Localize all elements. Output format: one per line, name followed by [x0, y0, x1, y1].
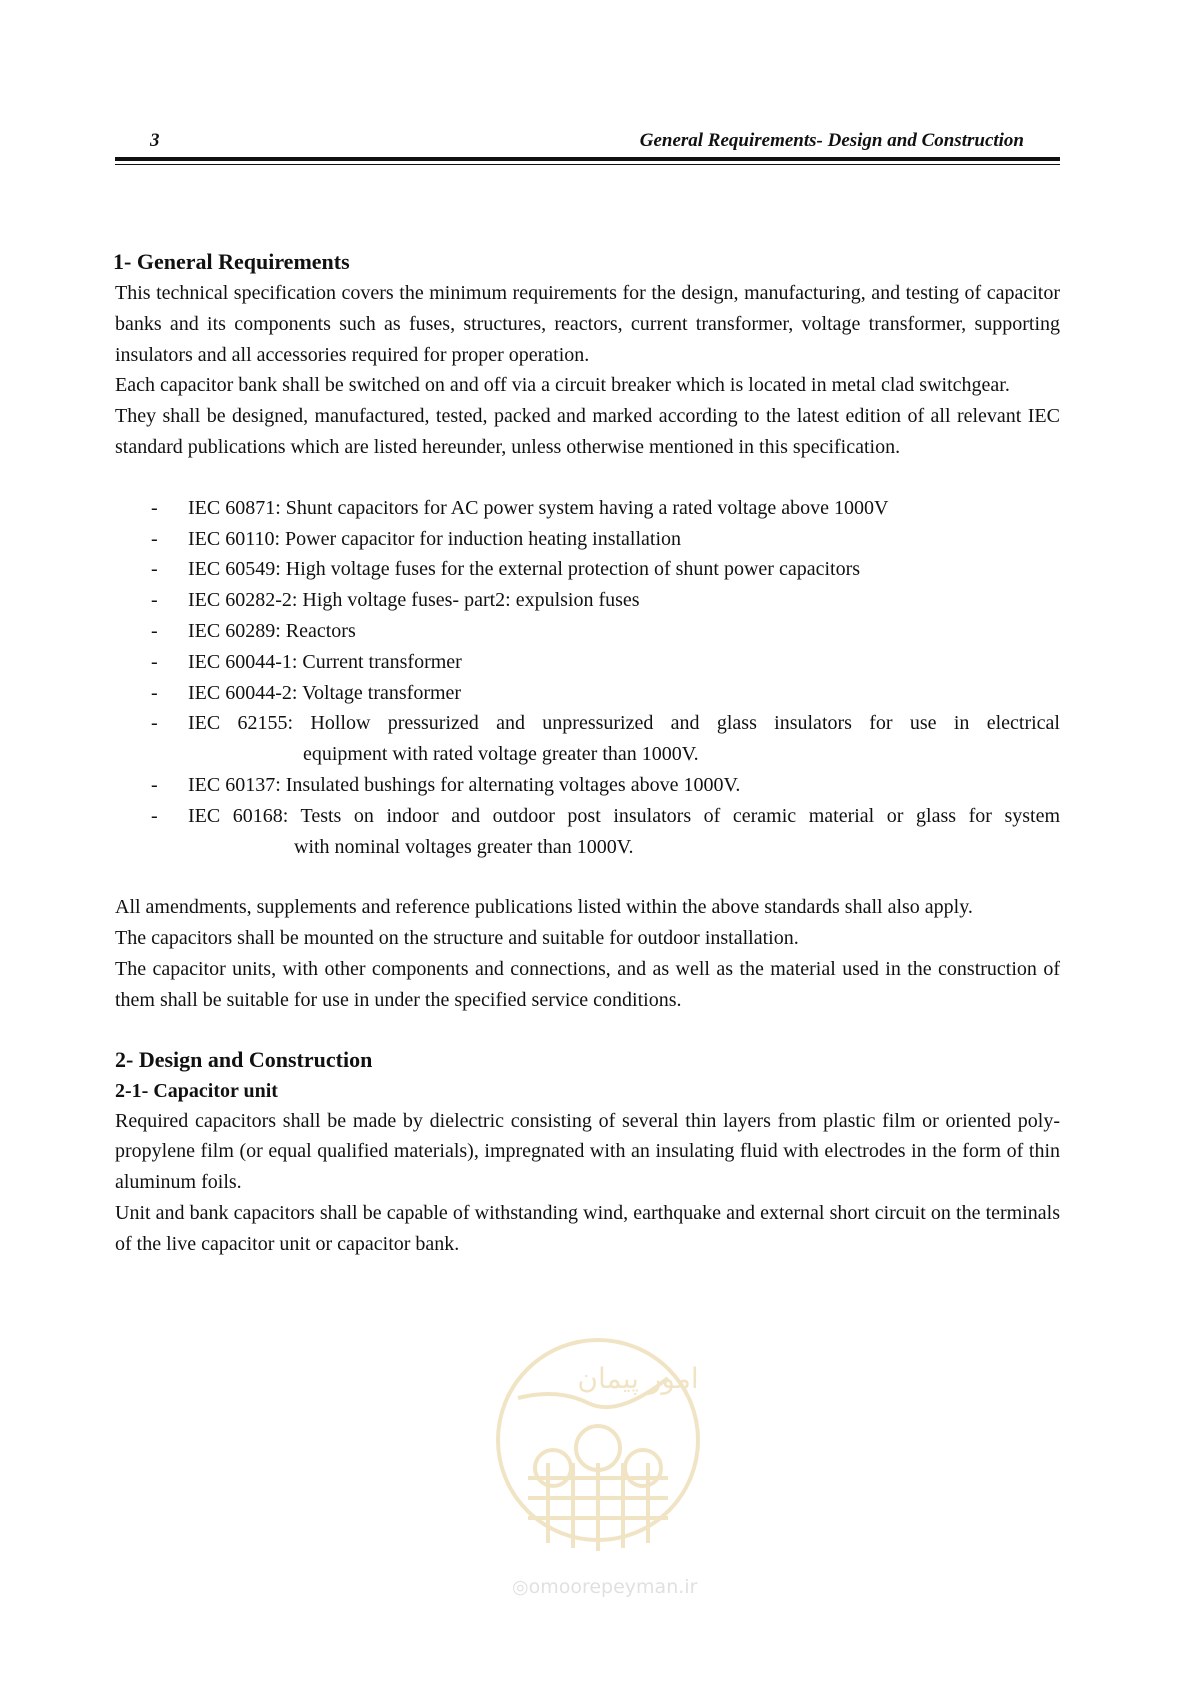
list-item: - IEC 60871: Shunt capacitors for AC power system having a rated voltage above 1000V — [151, 496, 889, 519]
paragraph: Unit and bank capacitors shall be capable of withstanding wind, earthquake and external short circuit on the terminals of the live capacitor unit or capacitor bank. — [115, 1201, 1060, 1255]
paragraph: All amendments, supplements and reference publications listed within the above standards shall also apply. — [115, 896, 973, 919]
list-item: - IEC 60282-2: High voltage fuses- part2: expulsion fuses — [151, 589, 640, 612]
svg-text:امور پیمان: امور پیمان — [577, 1362, 699, 1395]
section-heading-design-construction: 2- Design and Construction — [115, 1046, 373, 1072]
standards-list — [115, 493, 1060, 863]
paragraph: They shall be designed, manufactured, tested, packed and marked according to the latest edition of all relevant IEC standard publications which are listed hereunder, unless otherwise mentioned in this specification. — [115, 405, 1060, 458]
paragraph: Required capacitors shall be made by dielectric consisting of several thin layers from plastic film or oriented poly- propylene film (or equal qualified materials), impregnated with an insulating fluid with electrodes in the form of thin aluminum foils. — [115, 1109, 1060, 1194]
page-number: 3 — [150, 130, 160, 151]
list-item: - IEC 60289: Reactors — [151, 619, 356, 642]
list-item-continuation: equipment with rated voltage greater than 1000V. — [303, 743, 699, 766]
paragraph: The capacitor units, with other components and connections, and as well as the material used in the construction of them shall be suitable for use in under the specified service conditions. — [115, 957, 1060, 1011]
watermark-logo — [488, 1328, 708, 1598]
watermark-emblem-icon — [488, 1328, 708, 1578]
document-body — [115, 246, 1060, 1260]
paragraph: Each capacitor bank shall be switched on and off via a circuit breaker which is located in metal clad switchgear. — [115, 374, 1010, 397]
instagram-icon: ◎ — [512, 1576, 529, 1598]
page-header — [115, 120, 1060, 164]
list-item: - IEC 62155: Hollow pressurized and unpressurized and glass insulators for use in electrical equipment with rated voltage greater than 1000V. — [115, 708, 1060, 770]
paragraph: This technical specification covers the minimum requirements for the design, manufacturing, and testing of capacitor banks and its components such as fuses, structures, reactors, current transformer, voltage transformer, supporting insulators and all accessories required for proper operation. — [115, 282, 1060, 366]
list-item: - IEC 60044-1: Current transformer — [151, 650, 462, 673]
list-item: - IEC 60137: Insulated bushings for alternating voltages above 1000V. — [151, 773, 741, 796]
list-item: - IEC 60549: High voltage fuses for the external protection of shunt power capacitors — [151, 558, 861, 581]
subsection-heading-capacitor-unit: 2-1- Capacitor unit — [115, 1079, 278, 1102]
paragraph: The capacitors shall be mounted on the structure and suitable for outdoor installation. — [115, 927, 799, 950]
list-item: - IEC 60110: Power capacitor for induction heating installation — [151, 527, 682, 550]
list-item: - IEC 60168: Tests on indoor and outdoor post insulators of ceramic material or glass for system with nominal voltages greater than 1000V. — [115, 801, 1060, 863]
running-title: General Requirements- Design and Construction — [639, 130, 1024, 151]
header-rule-thin — [115, 164, 1060, 165]
list-item-continuation: with nominal voltages greater than 1000V. — [294, 835, 634, 858]
watermark-site: ◎omoorepeyman.ir — [512, 1576, 698, 1598]
section-heading-general-requirements: 1- General Requirements — [113, 249, 350, 274]
header-rule-thick — [115, 157, 1060, 161]
list-item: - IEC 60044-2: Voltage transformer — [151, 681, 462, 704]
